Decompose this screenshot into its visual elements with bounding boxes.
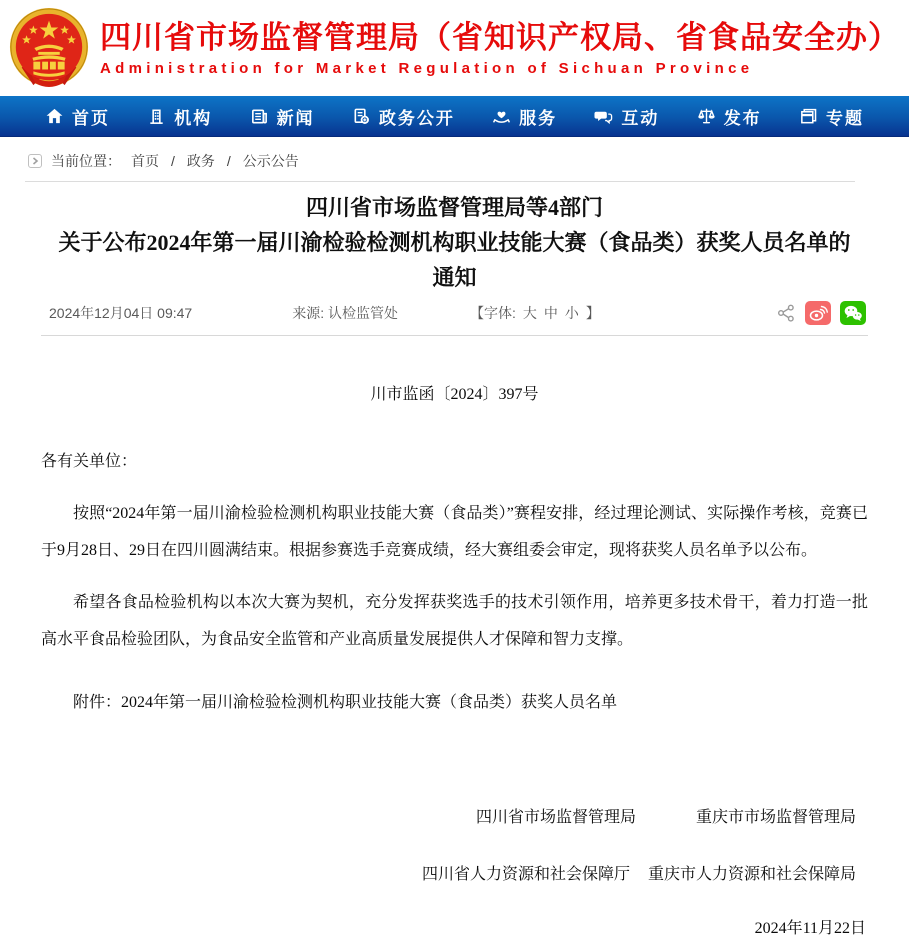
nav-item-label: 政务公开 — [378, 108, 455, 128]
site-subtitle: Administration for Market Regulation of Sichuan Province — [100, 60, 754, 77]
article-title-line3: 通知 — [432, 265, 477, 290]
nav-item-label: 发布 — [723, 108, 762, 128]
nav-item-org[interactable] — [147, 104, 212, 129]
breadcrumb-separator: / — [171, 153, 175, 169]
font-size-suffix: 】 — [585, 305, 600, 321]
font-size-prefix: 【字体: — [470, 305, 516, 321]
breadcrumb-link-home[interactable]: 首页 — [131, 153, 159, 169]
salutation: 各有关单位： — [41, 453, 138, 470]
signature-agency: 重庆市人力资源和社会保障局 — [647, 866, 856, 883]
nav-item-publish[interactable] — [697, 104, 762, 129]
main-nav — [0, 96, 909, 137]
breadcrumb-link-gov[interactable]: 政务 — [186, 153, 215, 169]
weibo-icon[interactable] — [805, 301, 831, 325]
breadcrumb-label: 当前位置： — [51, 153, 121, 169]
font-size-control — [470, 303, 600, 323]
article-title — [41, 190, 868, 295]
article-title-line2: 关于公布2024年第一届川渝检验检测机构职业技能大赛（食品类）获奖人员名单的 — [58, 230, 851, 255]
nav-item-service[interactable] — [492, 104, 557, 129]
publish-datetime: 2024年12月04日 09:47 — [49, 305, 193, 321]
balance-scale-icon — [697, 107, 716, 126]
nav-item-label: 互动 — [621, 108, 660, 128]
font-size-medium[interactable]: 中 — [543, 305, 558, 321]
font-size-large[interactable]: 大 — [522, 305, 537, 321]
article-source: 来源: 认检监管处 — [292, 305, 398, 321]
breadcrumb-arrow-icon — [28, 154, 42, 168]
signature-agency: 重庆市市场监督管理局 — [695, 809, 856, 826]
divider — [25, 181, 855, 182]
nav-item-label: 专题 — [825, 108, 864, 128]
site-header — [0, 0, 909, 96]
nav-item-special-topics[interactable] — [799, 104, 864, 129]
breadcrumb — [0, 137, 909, 171]
nav-item-label: 机构 — [174, 108, 213, 128]
article-meta — [41, 301, 868, 336]
breadcrumb-link-notices[interactable]: 公示公告 — [242, 153, 299, 169]
article-title-line1: 四川省市场监督管理局等4部门 — [305, 195, 603, 220]
signature-agency: 四川省市场监督管理局 — [475, 809, 636, 826]
share-bar — [776, 301, 868, 325]
nav-item-label: 服务 — [519, 108, 558, 128]
signature-row-1 — [41, 799, 868, 836]
news-icon — [250, 107, 269, 126]
nav-item-label: 首页 — [72, 108, 110, 128]
building-icon — [147, 107, 166, 126]
site-title: 四川省市场监督管理局（省知识产权局、省食品安全办） — [100, 20, 900, 55]
attachment-line: 附件：2024年第一届川渝检验检测机构职业技能大赛（食品类）获奖人员名单 — [73, 694, 618, 711]
home-icon — [45, 107, 64, 126]
gov-disclosure-icon — [352, 107, 371, 126]
signature-date: 2024年11月22日 — [754, 920, 866, 937]
font-size-small[interactable]: 小 — [564, 305, 579, 321]
chat-bubbles-icon — [594, 107, 613, 126]
share-icon[interactable] — [776, 303, 796, 323]
wechat-icon[interactable] — [840, 301, 866, 325]
national-emblem-icon — [8, 6, 90, 90]
nav-item-interact[interactable] — [594, 104, 659, 129]
window-frame-icon — [799, 107, 818, 126]
breadcrumb-separator: / — [226, 153, 231, 169]
signature-agency: 四川省人力资源和社会保障厅 — [421, 866, 630, 883]
article — [0, 190, 909, 947]
paragraph-1: 按照“2024年第一届川渝检验检测机构职业技能大赛（食品类）”赛程安排，经过理论测试、实际操作考核，竞赛已于9月28日、29日在四川圆满结束。根据参赛选手竞赛成绩，经大赛组委会审定，现将获奖人员名单予以公布。 — [41, 505, 868, 559]
nav-item-home[interactable] — [45, 104, 110, 129]
nav-item-news[interactable] — [250, 104, 315, 129]
service-hands-heart-icon — [492, 107, 511, 126]
signature-row-2 — [41, 856, 868, 893]
nav-item-label: 新闻 — [276, 108, 315, 128]
paragraph-2: 希望各食品检验机构以本次大赛为契机，充分发挥获奖选手的技术引领作用，培养更多技术骨干，着力打造一批高水平食品检验团队，为食品安全监管和产业高质量发展提供人才保障和智力支撑。 — [41, 594, 868, 648]
document-number: 川市监函〔2024〕397号 — [370, 386, 539, 403]
nav-item-gov-disclosure[interactable] — [352, 104, 455, 129]
